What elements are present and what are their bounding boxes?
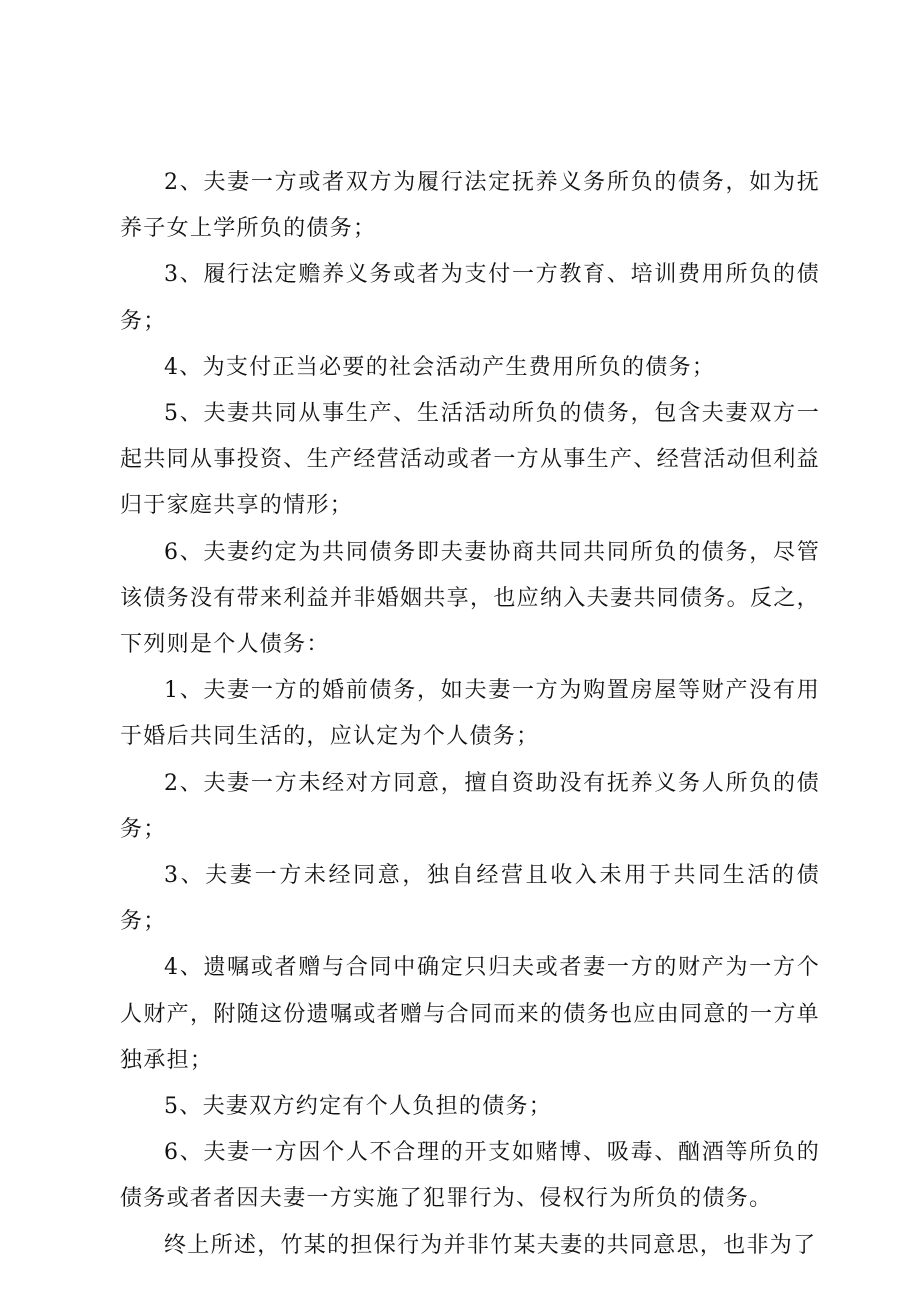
paragraph-joint-debt-4: 4、为支付正当必要的社会活动产生费用所负的债务； [164,354,716,380]
paragraph-joint-debt-2: 2、夫妻一方或者双方为履行法定抚养义务所负的债务，如为抚养子女上学所负的债务； [120,170,820,242]
paragraph-personal-debt-1: 1、夫妻一方的婚前债务，如夫妻一方为购置房屋等财产没有用于婚后共同生活的，应认定为个人债务； [120,678,820,750]
document-body [120,160,820,1269]
paragraph-joint-debt-5: 5、夫妻共同从事生产、生活活动所负的债务，包含夫妻双方一起共同从事投资、生产经营活动或者一方从事生产、经营活动但利益归于家庭共享的情形； [120,401,820,519]
paragraph-personal-debt-2: 2、夫妻一方未经对方同意，擅自资助没有抚养义务人所负的债务； [120,770,820,842]
paragraph-personal-debt-5: 5、夫妻双方约定有个人负担的债务； [164,1094,553,1120]
paragraph-conclusion: 终上所述，竹某的担保行为并非竹某夫妻的共同意思，也非为了 [164,1232,817,1258]
paragraph-personal-debt-3: 3、夫妻一方未经同意，独自经营且收入未用于共同生活的债务； [120,863,820,935]
paragraph-joint-debt-3: 3、履行法定赡养义务或者为支付一方教育、培训费用所负的债务； [120,262,820,334]
paragraph-joint-debt-6: 6、夫妻约定为共同债务即夫妻协商共同共同所负的债务，尽管该债务没有带来利益并非婚姻共享，也应纳入夫妻共同债务。反之，下列则是个人债务： [120,539,820,658]
paragraph-personal-debt-6: 6、夫妻一方因个人不合理的开支如赌博、吸毒、酗酒等所负的债务或者者因夫妻一方实施了犯罪行为、侵权行为所负的债务。 [120,1140,820,1212]
paragraph-personal-debt-4: 4、遗嘱或者赠与合同中确定只归夫或者妻一方的财产为一方个人财产，附随这份遗嘱或者赠与合同而来的债务也应由同意的一方单独承担； [120,955,820,1073]
